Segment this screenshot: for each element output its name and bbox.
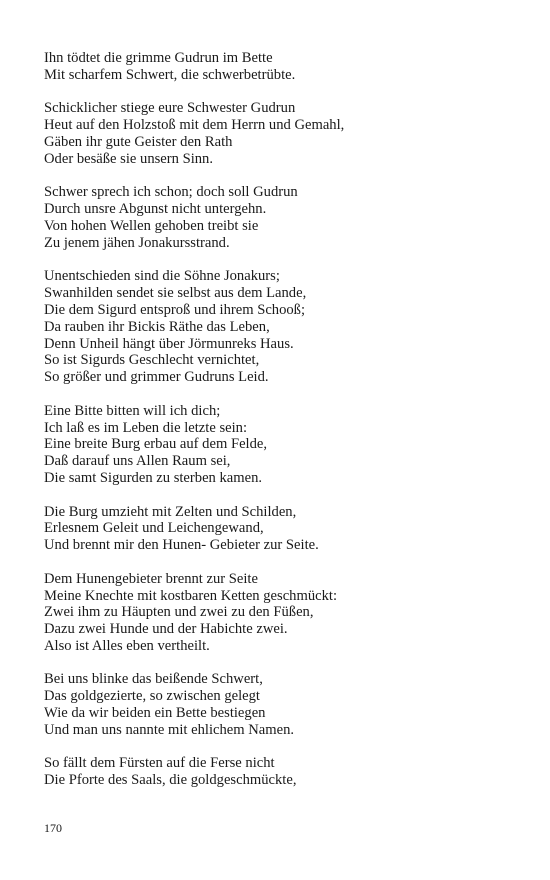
verse-line: Schicklicher stiege eure Schwester Gudrun — [44, 100, 296, 117]
verse-line: Dazu zwei Hunde und der Habichte zwei. — [44, 621, 288, 638]
stanza — [44, 50, 524, 84]
verse-line: Ich laß es im Leben die letzte sein: — [44, 419, 248, 436]
verse-line: So größer und grimmer Gudruns Leid. — [44, 369, 269, 386]
stanza — [44, 755, 524, 789]
verse-line: Oder besäße sie unsern Sinn. — [44, 150, 214, 167]
poem-text — [44, 50, 524, 806]
stanza — [44, 571, 524, 655]
verse-line: Denn Unheil hängt über Jörmunreks Haus. — [44, 335, 294, 352]
verse-line: Unentschieden sind die Söhne Jonakurs; — [44, 268, 280, 285]
verse-line: Mit scharfem Schwert, die schwerbetrübte. — [44, 66, 296, 83]
stanza — [44, 184, 524, 251]
verse-line: Die dem Sigurd entsproß und ihrem Schooß; — [44, 301, 306, 318]
verse-line: Dem Hunengebieter brennt zur Seite — [44, 570, 258, 587]
stanza — [44, 403, 524, 487]
verse-line: Von hohen Wellen gehoben treibt sie — [44, 217, 259, 234]
verse-line: Daß darauf uns Allen Raum sei, — [44, 453, 231, 470]
verse-line: Gäben ihr gute Geister den Rath — [44, 133, 233, 150]
verse-line: Swanhilden sendet sie selbst aus dem Lande, — [44, 285, 307, 302]
verse-line: Durch unsre Abgunst nicht untergehn. — [44, 201, 267, 218]
page-number: 170 — [44, 821, 62, 835]
verse-line: Bei uns blinke das beißende Schwert, — [44, 671, 263, 688]
verse-line: Die Burg umzieht mit Zelten und Schilden, — [44, 503, 297, 520]
verse-line: So ist Sigurds Geschlecht vernichtet, — [44, 352, 260, 369]
verse-line: Zu jenem jähen Jonakursstrand. — [44, 234, 230, 251]
verse-line: Eine Bitte bitten will ich dich; — [44, 402, 221, 419]
verse-line: Und man uns nannte mit ehlichem Namen. — [44, 721, 295, 738]
verse-line: Zwei ihm zu Häupten und zwei zu den Füßen, — [44, 604, 314, 621]
stanza — [44, 671, 524, 738]
verse-line: Die samt Sigurden zu sterben kamen. — [44, 469, 263, 486]
stanza — [44, 504, 524, 554]
verse-line: Das goldgezierte, so zwischen gelegt — [44, 688, 260, 705]
stanza — [44, 268, 524, 386]
verse-line: Und brennt mir den Hunen- Gebieter zur Seite. — [44, 537, 319, 554]
verse-line: Da rauben ihr Bickis Räthe das Leben, — [44, 318, 270, 335]
verse-line: So fällt dem Fürsten auf die Ferse nicht — [44, 755, 275, 772]
verse-line: Also ist Alles eben vertheilt. — [44, 637, 210, 654]
verse-line: Wie da wir beiden ein Bette bestiegen — [44, 705, 266, 722]
stanza — [44, 100, 524, 167]
verse-line: Eine breite Burg erbau auf dem Felde, — [44, 436, 268, 453]
verse-line: Meine Knechte mit kostbaren Ketten geschmückt: — [44, 587, 338, 604]
verse-line: Erlesnem Geleit und Leichengewand, — [44, 520, 264, 537]
verse-line: Schwer sprech ich schon; doch soll Gudrun — [44, 184, 298, 201]
verse-line: Heut auf den Holzstoß mit dem Herrn und Gemahl, — [44, 117, 345, 134]
verse-line: Die Pforte des Saals, die goldgeschmückte, — [44, 772, 297, 789]
verse-line: Ihn tödtet die grimme Gudrun im Bette — [44, 50, 273, 66]
